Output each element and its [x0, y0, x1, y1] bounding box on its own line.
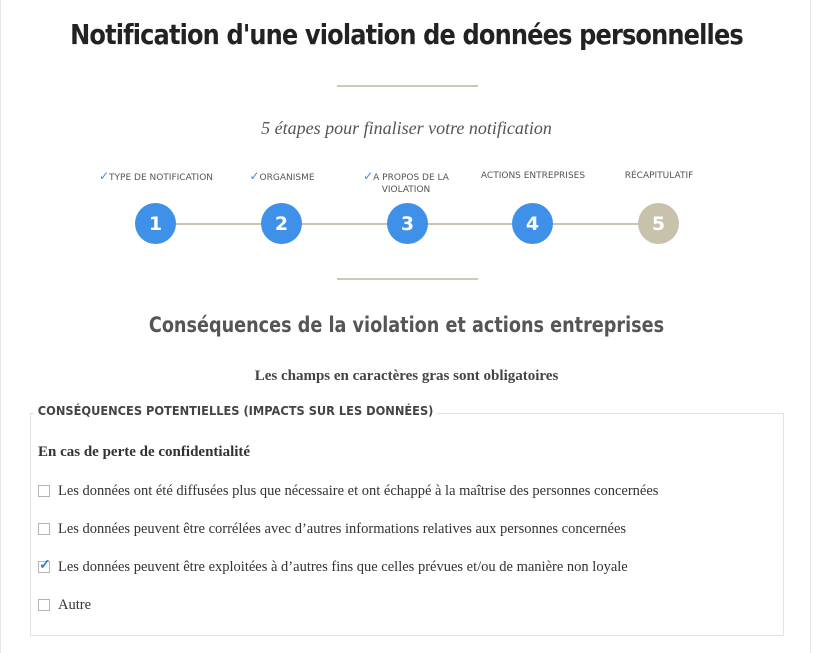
steps-subtitle: 5 étapes pour finaliser votre notification [261, 118, 552, 138]
option-autre[interactable] [38, 595, 91, 615]
option-diffusion[interactable] [38, 481, 658, 501]
option-label: Les données peuvent être corrélées avec d’autres informations relatives aux personnes concernées [58, 520, 627, 537]
step-label-a-propos[interactable]: ✓A PROPOS DE LA VIOLATION [363, 169, 449, 195]
option-exploitation[interactable] [38, 557, 628, 577]
step-1-circle[interactable]: 1 [135, 203, 176, 244]
stepper-divider [337, 278, 478, 280]
step-4-circle[interactable]: 4 [512, 203, 553, 244]
option-correlation[interactable] [38, 519, 626, 539]
page-border-left [0, 0, 1, 653]
page-border-right [810, 0, 811, 653]
step-label-organisme[interactable]: ✓ORGANISME [249, 169, 315, 183]
step-label-actions-entreprises[interactable]: ACTIONS ENTREPRISES [480, 171, 586, 181]
confidentiality-subheading: En cas de perte de confidentialité [38, 444, 251, 460]
title-divider [337, 85, 478, 87]
checkmark-icon: ✓ [39, 556, 51, 572]
step-2-circle[interactable]: 2 [261, 203, 302, 244]
step-label-recapitulatif[interactable]: RÉCAPITULATIF [624, 171, 694, 181]
check-icon: ✓ [363, 169, 374, 183]
required-fields-note: Les champs en caractères gras sont obligatoires [254, 368, 559, 384]
checkbox[interactable] [38, 485, 50, 497]
step-5-circle[interactable]: 5 [638, 203, 679, 244]
check-icon: ✓ [98, 169, 110, 183]
option-label: Les données ont été diffusées plus que nécessaire et ont échappé à la maîtrise des personnes concernées [58, 482, 659, 499]
checkbox-checked[interactable] [38, 556, 51, 573]
step-label-type-notification[interactable]: ✓TYPE DE NOTIFICATION [98, 169, 214, 183]
fieldset-legend: CONSÉQUENCES POTENTIELLES (IMPACTS SUR LES DONNÉES) [34, 404, 437, 418]
option-label: Les données peuvent être exploitées à d’autres fins que celles prévues et/ou de manière non loyale [58, 558, 628, 575]
check-icon: ✓ [249, 169, 260, 183]
option-label: Autre [58, 596, 92, 613]
page-title: Notification d'une violation de données personnelles [70, 18, 743, 51]
section-title: Conséquences de la violation et actions entreprises [148, 313, 665, 337]
checkbox[interactable] [38, 599, 50, 611]
step-3-circle[interactable]: 3 [387, 203, 428, 244]
checkbox[interactable] [38, 523, 50, 535]
